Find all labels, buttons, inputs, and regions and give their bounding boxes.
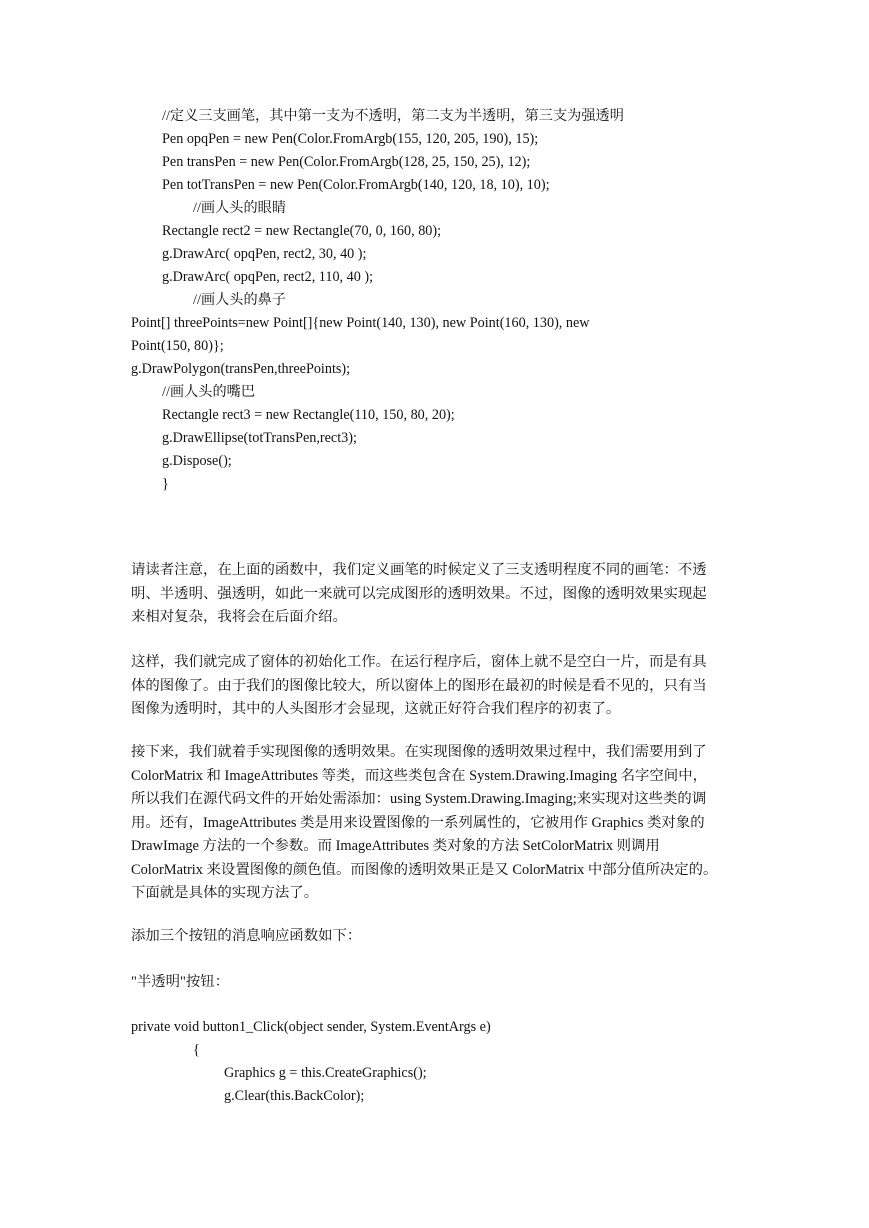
paragraph-add-handlers: 添加三个按钮的消息响应函数如下： xyxy=(131,928,362,944)
paragraph-transparency-impl: 接下来，我们就着手实现图像的透明效果。在实现图像的透明效果过程中，我们需要用到了 ColorMatrix 和 ImageAttributes 等类，而这些类包含在 System.Drawing.Imaging 名字空间中， 所以我们在源代码文件的开始处需添加：using System.Drawing.Imaging;来实现对这些类的调 用。还有，ImageAttributes 类是用来设置图像的一系列属性的，它被用作 Graphics 类对象的 DrawImage 方法的一个参数。而 ImageAttributes 类对象的方法 SetColorMatrix 则调用 ColorMatrix 来设置图像的颜色值。而图像的透明效果正是又 ColorMatrix 中部分值所决定的。 下面就是具体的实现方法了。 xyxy=(131,744,718,901)
code-comment-eyes: //画人头的眼睛 xyxy=(193,200,287,216)
code-closing-brace: } xyxy=(162,476,169,492)
code-line: Rectangle rect2 = new Rectangle(70, 0, 160, 80); xyxy=(162,223,442,239)
paragraph-pen-note: 请读者注意，在上面的函数中，我们定义画笔的时候定义了三支透明程度不同的画笔：不透 明、半透明、强透明，如此一来就可以完成图形的透明效果。不过，图像的透明效果实现起 来相对复杂，我将会在后面介绍。 xyxy=(131,562,707,625)
code-line: Pen transPen = new Pen(Color.FromArgb(128, 25, 150, 25), 12); xyxy=(162,154,531,170)
code-line: Pen opqPen = new Pen(Color.FromArgb(155, 120, 205, 190), 15); xyxy=(162,131,539,147)
code-comment-mouth: //画人头的嘴巴 xyxy=(162,384,256,400)
code-line: g.DrawArc( opqPen, rect2, 30, 40 ); xyxy=(162,246,367,262)
code-line: g.Clear(this.BackColor); xyxy=(224,1088,365,1104)
code-line: Point[] threePoints=new Point[]{new Point(140, 130), new Point(160, 130), new xyxy=(131,315,590,331)
code-line: Graphics g = this.CreateGraphics(); xyxy=(224,1065,427,1081)
code-line: Rectangle rect3 = new Rectangle(110, 150, 80, 20); xyxy=(162,407,455,423)
code-comment-pens: //定义三支画笔，其中第一支为不透明，第二支为半透明，第三支为强透明 xyxy=(162,108,624,124)
code-line: g.DrawPolygon(transPen,threePoints); xyxy=(131,361,351,377)
code-line: Point(150, 80)}; xyxy=(131,338,224,354)
code-line: g.DrawEllipse(totTransPen,rect3); xyxy=(162,430,357,446)
code-method-signature: private void button1_Click(object sender, System.EventArgs e) xyxy=(131,1019,491,1035)
paragraph-half-transparent-button: "半透明"按钮： xyxy=(131,974,230,990)
code-line: Pen totTransPen = new Pen(Color.FromArgb(140, 120, 18, 10), 10); xyxy=(162,177,550,193)
code-line: g.Dispose(); xyxy=(162,453,232,469)
code-comment-nose: //画人头的鼻子 xyxy=(193,292,287,308)
code-line: g.DrawArc( opqPen, rect2, 110, 40 ); xyxy=(162,269,374,285)
paragraph-init-done: 这样，我们就完成了窗体的初始化工作。在运行程序后，窗体上就不是空白一片，而是有具 体的图像了。由于我们的图像比较大，所以窗体上的图形在最初的时候是看不见的，只有当 图像为透明时，其中的人头图形才会显现，这就正好符合我们程序的初衷了。 xyxy=(131,654,707,717)
code-opening-brace: { xyxy=(193,1042,200,1058)
